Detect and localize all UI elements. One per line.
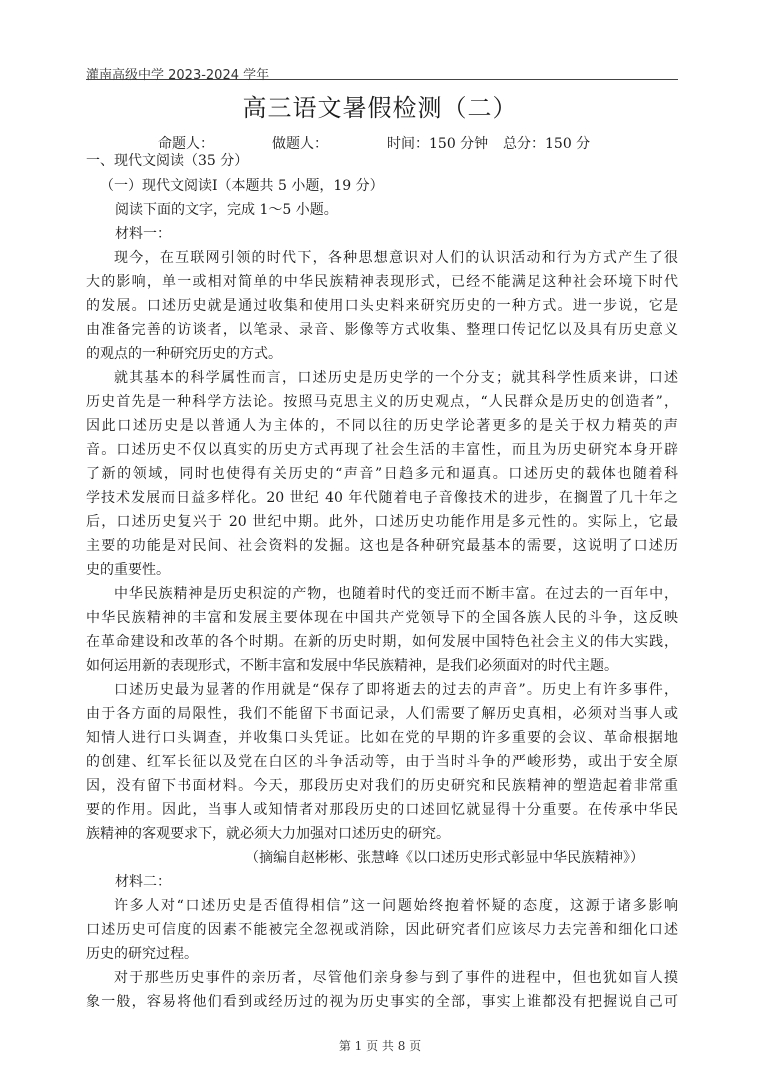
- paragraph-line: 在革命建设和改革的各个时期。在新的历史时期，如何发展中国特色社会主义的伟大实践，: [86, 634, 678, 650]
- paragraph-line: 的创建、红军长征以及党在白区的斗争活动等，由于当时斗争的严峻形势，或出于安全原: [86, 754, 678, 770]
- paragraph-line: 族精神的客观要求下，就必须大力加强对口述历史的研究。: [86, 826, 450, 842]
- paragraph-line: 口述历史可信度的因素不能被完全忽视或消除，因此研究者们应该尽力去完善和细化口述: [86, 922, 678, 938]
- paragraph-line: 音。口述历史不仅以真实的历史方式再现了社会生活的丰富性，而且为历史研究本身开辟: [86, 442, 678, 458]
- paragraph-line: 主要的功能是对民间、社会资料的发掘。这也是各种研究最基本的需要，这说明了口述历: [86, 538, 678, 554]
- paragraph-line: 的观点的一种研究历史的方式。: [86, 346, 282, 362]
- paragraph-line: 史的重要性。: [86, 562, 170, 578]
- paragraph-line: 历史首先是一种科学方法论。按照马克思主义的历史观点，“人民群众是历史的创造者”，: [86, 394, 678, 410]
- paragraph-line: 对于那些历史事件的亲历者，尽管他们亲身参与到了事件的进程中，但也犹如盲人摸: [114, 970, 678, 986]
- paragraph-line: 大的影响，单一或相对简单的中华民族精神表现形式，已经不能满足这种社会环境下时代: [86, 274, 678, 290]
- paragraph-line: 由于各方面的局限性，我们不能留下书面记录，人们需要了解历史真相，必须对当事人或: [86, 706, 678, 722]
- sub-section-heading: （一）现代文阅读Ⅰ（本题共 5 小题，19 分）: [100, 178, 384, 194]
- setter-label: 命题人：: [158, 136, 214, 152]
- paragraph-line: 学技术发展而日益多样化。20 世纪 40 年代随着电子音像技术的进步，在搁置了几十年之: [86, 490, 678, 506]
- paragraph-line: 要的作用。因此，当事人或知情者对那段历史的口述回忆就显得十分重要。在传承中华民: [86, 802, 678, 818]
- header-divider: [86, 79, 678, 80]
- time-info: 时间：150 分钟: [387, 136, 489, 152]
- paragraph-line: 的发展。口述历史就是通过收集和使用口头史料来研究历史的一种方式。进一步说，它是: [86, 298, 678, 314]
- paragraph-line: 中华民族精神是历史积淀的产物，也随着时代的变迁而不断丰富。在过去的一百年中，: [114, 586, 678, 602]
- paragraph-line: 口述历史最为显著的作用就是“保存了即将逝去的过去的声音”。历史上有许多事件，: [114, 682, 678, 698]
- page-number: 第 1 页 共 8 页: [338, 1039, 422, 1053]
- paragraph-line: 由准备完善的访谈者，以笔录、录音、影像等方式收集、整理口传记忆以及具有历史意义: [86, 322, 678, 338]
- school-header: 灌南高级中学 2023-2024 学年: [86, 68, 270, 83]
- material-two-label: 材料二：: [115, 874, 171, 890]
- paragraph-line: 就其基本的科学属性而言，口述历史是历史学的一个分支；就其科学性质来讲，口述: [114, 370, 678, 386]
- paragraph-line: 如何运用新的表现形式，不断丰富和发展中华民族精神，是我们必须面对的时代主题。: [86, 658, 618, 674]
- paragraph-line: 象一般，容易将他们看到或经历过的视为历史事实的全部，事实上谁都没有把握说自己可: [86, 994, 678, 1010]
- material-one-label: 材料一：: [115, 226, 171, 242]
- page-title: 高三语文暑假检测（二）: [242, 94, 518, 122]
- section-heading: 一、现代文阅读（35 分）: [86, 153, 249, 169]
- paragraph-line: 因此口述历史是以普通人为主体的，不同以往的历史学论著更多的是关于权力精英的声: [86, 418, 678, 434]
- paragraph-line: 许多人对“口述历史是否值得相信”这一问题始终抱着怀疑的态度，这源于诸多影响: [114, 898, 678, 914]
- paragraph-line: 知情人进行口头调查，并收集口头凭证。比如在党的早期的许多重要的会议、革命根据地: [86, 730, 678, 746]
- paragraph-line: 历史的研究过程。: [86, 946, 198, 962]
- solver-label: 做题人：: [272, 136, 328, 152]
- paragraph-line: 现今，在互联网引领的时代下，各种思想意识对人们的认识活动和行为方式产生了很: [114, 250, 678, 266]
- paragraph-line: 了新的领域，同时也使得有关历史的“声音”日趋多元和逼真。口述历史的载体也随着科: [86, 466, 678, 482]
- material-one-source: （摘编自赵彬彬、张慧峰《以口述历史形式彰显中华民族精神》）: [245, 850, 644, 866]
- paragraph-line: 中华民族精神的丰富和发展主要体现在中国共产党领导下的全国各族人民的斗争，这反映: [86, 610, 678, 626]
- total-score: 总分：150 分: [503, 136, 591, 152]
- paragraph-line: 后，口述历史复兴于 20 世纪中期。此外，口述历史功能作用是多元性的。实际上，它最: [86, 514, 678, 530]
- paragraph-line: 因，没有留下书面材料。今天，那段历史对我们的历史研究和民族精神的塑造起着非常重: [86, 778, 678, 794]
- reading-instruction: 阅读下面的文字，完成 1～5 小题。: [115, 202, 338, 218]
